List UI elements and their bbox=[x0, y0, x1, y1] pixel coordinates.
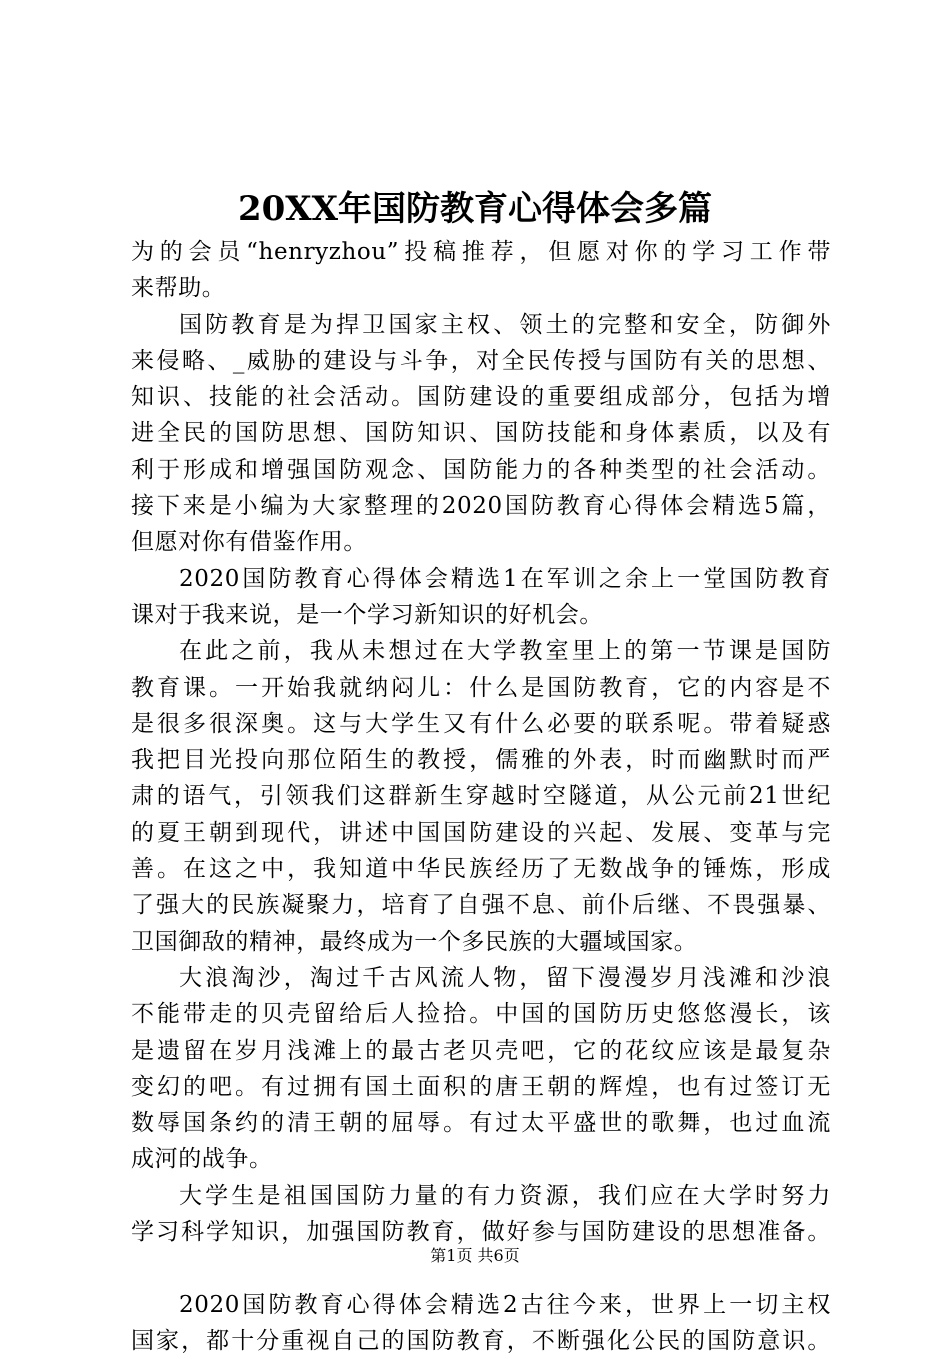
text-line: 是很多很深奥。这与大学生又有什么必要的联系呢。带着疑惑 bbox=[131, 710, 831, 737]
text-line: 接下来是小编为大家整理的2020国防教育心得体会精选5篇， bbox=[131, 493, 831, 520]
text-line: 知识、技能的社会活动。国防建设的重要组成部分，包括为增 bbox=[131, 384, 831, 411]
text-line: 教育课。一开始我就纳闷儿：什么是国防教育，它的内容是不 bbox=[131, 674, 831, 701]
text-line: 利于形成和增强国防观念、国防能力的各种类型的社会活动。 bbox=[131, 456, 831, 483]
text-line: 大浪淘沙，淘过千古风流人物，留下漫漫岁月浅滩和沙浪 bbox=[179, 964, 831, 991]
text-line: 2020国防教育心得体会精选2古往今来，世界上一切主权 bbox=[179, 1291, 831, 1318]
text-line: 国家，都十分重视自己的国防教育，不断强化公民的国防意识。 bbox=[131, 1327, 831, 1354]
document-title: 20XX年国防教育心得体会多篇 bbox=[237, 189, 713, 229]
text-line: 2020国防教育心得体会精选1在军训之余上一堂国防教育 bbox=[179, 565, 831, 592]
page-number-footer: 第1页 共6页 bbox=[430, 1246, 520, 1265]
text-line: 不能带走的贝壳留给后人捡拾。中国的国防历史悠悠漫长，该 bbox=[131, 1001, 831, 1028]
text-line: 我把目光投向那位陌生的教授，儒雅的外表，时而幽默时而严 bbox=[131, 747, 831, 774]
document-body bbox=[131, 234, 831, 1359]
text-line: 卫国御敌的精神，最终成为一个多民族的大疆域国家。 bbox=[131, 928, 698, 955]
text-line: 但愿对你有借鉴作用。 bbox=[131, 529, 367, 556]
text-line: 学习科学知识，加强国防教育，做好参与国防建设的思想准备。 bbox=[131, 1219, 831, 1246]
text-line: 数辱国条约的清王朝的屈辱。有过太平盛世的歌舞，也过血流 bbox=[131, 1110, 831, 1137]
text-line: 成河的战争。 bbox=[131, 1146, 273, 1173]
text-line: 进全民的国防思想、国防知识、国防技能和身体素质，以及有 bbox=[131, 420, 831, 447]
text-line: 变幻的吧。有过拥有国土面积的唐王朝的辉煌，也有过签订无 bbox=[131, 1073, 831, 1100]
text-line: 课对于我来说，是一个学习新知识的好机会。 bbox=[131, 601, 603, 628]
text-line: 来帮助。 bbox=[131, 275, 226, 302]
text-line: 了强大的民族凝聚力，培育了自强不息、前仆后继、不畏强暴、 bbox=[131, 892, 831, 919]
text-line: 肃的语气，引领我们这群新生穿越时空隧道，从公元前21世纪 bbox=[131, 783, 831, 810]
text-line: 在此之前，我从未想过在大学教室里上的第一节课是国防 bbox=[179, 638, 831, 665]
text-line: 的夏王朝到现代，讲述中国国防建设的兴起、发展、变革与完 bbox=[131, 819, 831, 846]
text-line: 国防教育是为捍卫国家主权、领土的完整和安全，防御外 bbox=[179, 311, 831, 338]
text-line: 善。在这之中，我知道中华民族经历了无数战争的锤炼，形成 bbox=[131, 856, 831, 883]
text-line: 来侵略、_威胁的建设与斗争，对全民传授与国防有关的思想、 bbox=[131, 347, 831, 374]
text-line: 为的会员“henryzhou”投稿推荐，但愿对你的学习工作带 bbox=[131, 239, 831, 265]
text-line: 大学生是祖国国防力量的有力资源，我们应在大学时努力 bbox=[179, 1182, 831, 1209]
text-line: 是遗留在岁月浅滩上的最古老贝壳吧，它的花纹应该是最复杂 bbox=[131, 1037, 831, 1064]
